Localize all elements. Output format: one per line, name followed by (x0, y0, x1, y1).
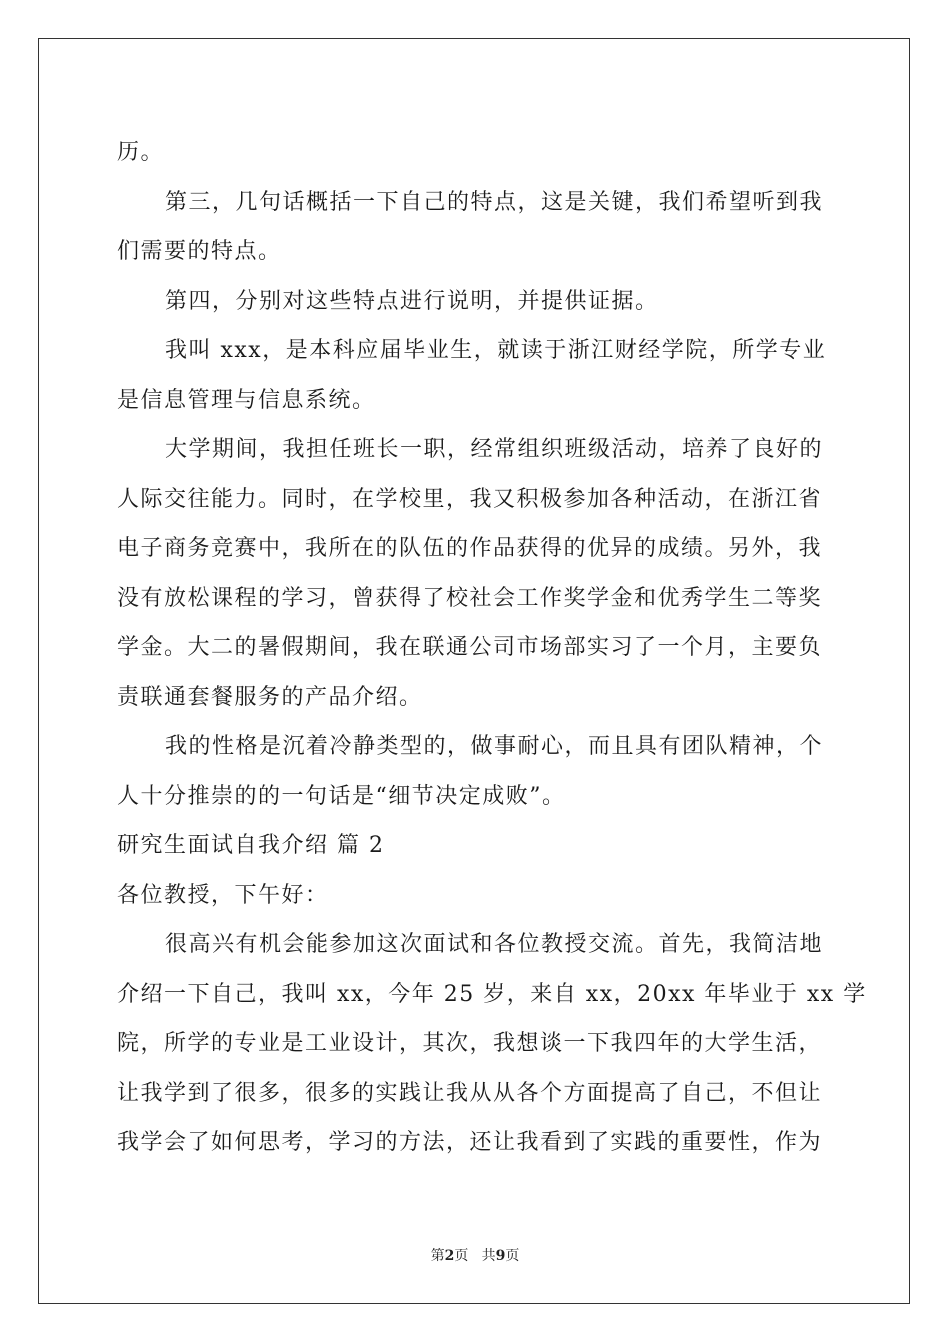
text-line: 第四，分别对这些特点进行说明，并提供证据。 (165, 288, 659, 314)
text-line: 第三，几句话概括一下自己的特点，这是关键，我们希望听到我 (165, 189, 824, 215)
page-number: 2 (444, 1248, 455, 1264)
text-line: 人际交往能力。同时，在学校里，我又积极参加各种活动，在浙江省 (117, 486, 823, 512)
text-line: 研究生面试自我介绍 篇 2 (117, 833, 385, 858)
page-suffix: 页 (454, 1248, 469, 1264)
text-line: 大学期间，我担任班长一职，经常组织班级活动，培养了良好的 (165, 437, 824, 462)
page-footer (0, 1245, 950, 1265)
text-line: 历。 (117, 140, 165, 165)
text-line: 没有放松课程的学习，曾获得了校社会工作奖学金和优秀学生二等奖 (117, 585, 823, 611)
total-suffix: 页 (505, 1248, 520, 1264)
text-line: 院，所学的专业是工业设计，其次，我想谈一下我四年的大学生活， (117, 1031, 823, 1056)
text-line: 让我学到了很多，很多的实践让我从从各个方面提高了自己，不但让 (117, 1080, 823, 1106)
text-line: 很高兴有机会能参加这次面试和各位教授交流。首先，我简洁地 (165, 932, 824, 957)
document-body (117, 128, 867, 1168)
text-line: 人十分推崇的的一句话是“细节决定成败”。 (117, 783, 566, 809)
text-line: 责联通套餐服务的产品介绍。 (117, 684, 423, 710)
total-pages: 9 (495, 1248, 506, 1264)
text-line: 我学会了如何思考，学习的方法，还让我看到了实践的重要性，作为 (117, 1130, 823, 1155)
text-line: 是信息管理与信息系统。 (117, 387, 376, 413)
text-line: 我叫 xxx，是本科应届毕业生，就读于浙江财经学院，所学专业 (165, 338, 827, 363)
text-line: 们需要的特点。 (117, 239, 282, 264)
total-prefix: 共 (481, 1248, 496, 1264)
text-line: 介绍一下自己，我叫 xx，今年 25 岁，来自 xx，20xx 年毕业于 xx 学 (117, 981, 867, 1007)
text-line: 学金。大二的暑假期间，我在联通公司市场部实习了一个月，主要负 (117, 635, 823, 660)
text-line: 电子商务竞赛中，我所在的队伍的作品获得的优异的成绩。另外，我 (117, 536, 823, 561)
text-line: 各位教授，下午好： (117, 882, 329, 908)
page-prefix: 第 (430, 1248, 445, 1264)
text-line: 我的性格是沉着冷静类型的，做事耐心，而且具有团队精神，个 (165, 734, 824, 759)
